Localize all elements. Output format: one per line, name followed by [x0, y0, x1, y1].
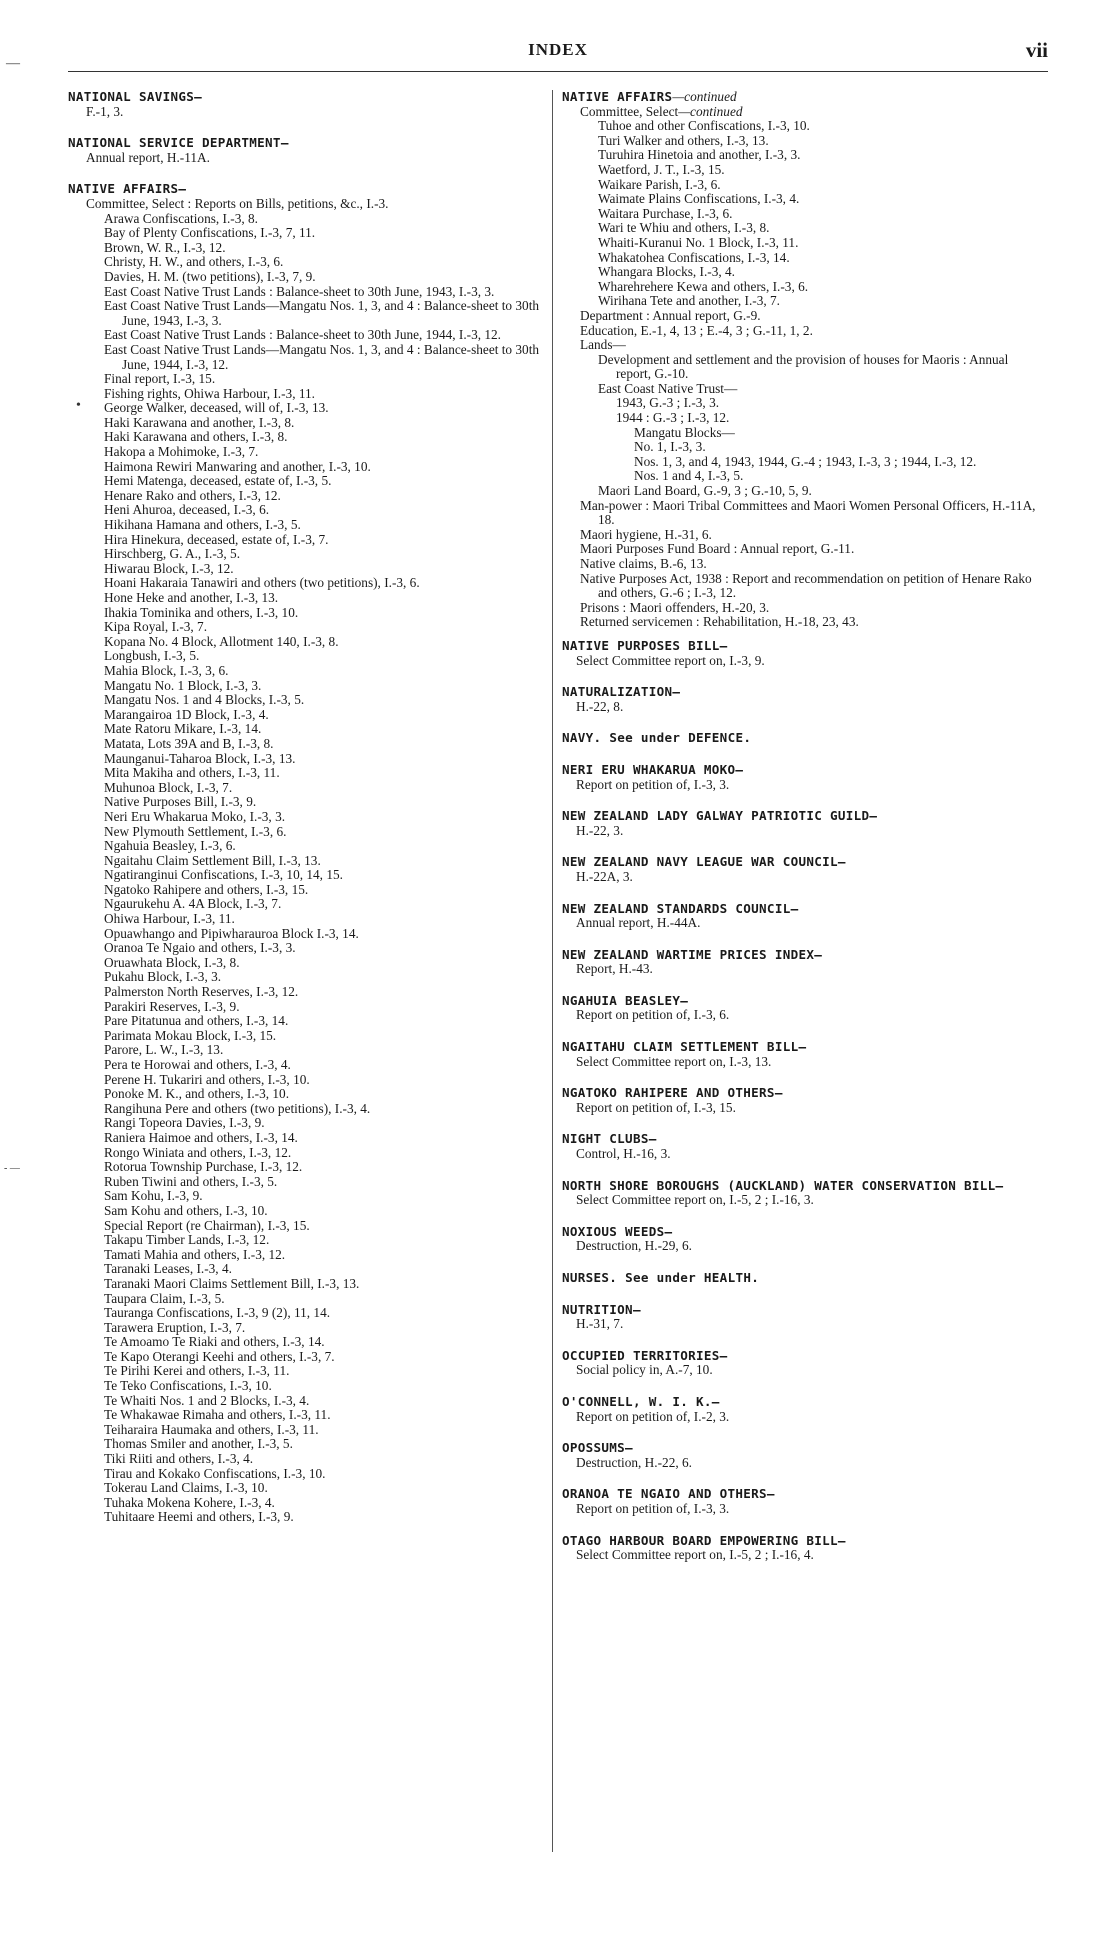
heading-text: NEW ZEALAND LADY GALWAY PATRIOTIC GUILD—: [562, 808, 878, 824]
list-item: Hone Heke and another, I.-3, 13.: [104, 590, 279, 605]
entry-line: Report on petition of, I.-3, 3.: [576, 1500, 730, 1516]
heading-text: NATIVE PURPOSES BILL—: [562, 637, 728, 653]
list-item: Rotorua Township Purchase, I.-3, 12.: [104, 1159, 303, 1175]
heading-text: NIGHT CLUBS—: [562, 1131, 657, 1147]
entry-line: Report on petition of, I.-3, 6.: [576, 1007, 730, 1023]
see-under-label: See under: [609, 730, 681, 746]
list-item: East Coast Native Trust Lands—Mangatu Nos. 1, 3, and 4 : Balance-sheet to 30th June, 1944, I.-3, 12.: [104, 341, 540, 372]
list-item: Longbush, I.-3, 5.: [104, 648, 200, 664]
list-item: George Walker, deceased, will of, I.-3, 13.: [104, 400, 329, 416]
list-item: Raniera Haimoe and others, I.-3, 14.: [104, 1129, 298, 1145]
heading-text: OPOSSUMS—: [562, 1440, 633, 1456]
list-item: Haki Karawana and another, I.-3, 8.: [104, 414, 295, 430]
entry-heading: [562, 763, 1040, 778]
list-item: Taupara Claim, I.-3, 5.: [104, 1290, 225, 1306]
list-item: Davies, H. M. (two petitions), I.-3, 7, 9.: [104, 268, 316, 284]
list-item: Opuawhango and Pipiwharauroa Block I.-3, 14.: [104, 925, 359, 941]
list-item: Ngatoko Rahipere and others, I.-3, 15.: [104, 881, 309, 897]
page-header: [68, 38, 1048, 66]
page-title: INDEX: [528, 40, 588, 59]
entry-heading: [562, 948, 1040, 963]
list-item: Ngaurukehu A. 4A Block, I.-3, 7.: [104, 896, 282, 912]
list-item: Te Amoamo Te Riaki and others, I.-3, 14.: [104, 1334, 325, 1350]
native-affairs-continued-list: [562, 119, 1040, 309]
index-entry: [562, 685, 1040, 714]
list-item: Bay of Plenty Confiscations, I.-3, 7, 11.: [104, 225, 316, 241]
entry-heading: [562, 1086, 1040, 1101]
list-item: Heni Ahuroa, deceased, I.-3, 6.: [104, 502, 270, 518]
entry-line: Report, H.-43.: [576, 961, 653, 977]
continued-label: —continued: [678, 103, 743, 119]
list-item: Tuhitaare Heemi and others, I.-3, 9.: [104, 1509, 294, 1525]
list-item: Ihakia Tominika and others, I.-3, 10.: [104, 604, 299, 620]
entry-heading: [562, 1179, 1040, 1194]
list-item: Mahia Block, I.-3, 3, 6.: [104, 662, 229, 678]
index-entry: [562, 1441, 1040, 1470]
index-entry: [562, 1271, 1040, 1286]
entry-heading: [562, 1303, 1040, 1318]
entry-line: Destruction, H.-29, 6.: [576, 1238, 692, 1254]
heading-text: NGAHUIA BEASLEY—: [562, 992, 689, 1008]
list-item: Pera te Horowai and others, I.-3, 4.: [104, 1057, 291, 1072]
margin-small-mark: - —: [4, 1163, 20, 1174]
index-entry: [562, 763, 1040, 792]
education-line: Education, E.-1, 4, 13 ; E.-4, 3 ; G.-11, 1, 2.: [580, 322, 813, 338]
index-entry: [562, 809, 1040, 838]
east-coast-trust-line: East Coast Native Trust—: [598, 380, 738, 396]
list-item: Oruawhata Block, I.-3, 8.: [104, 954, 240, 970]
heading-text: O'CONNELL, W. I. K.—: [562, 1393, 720, 1409]
entry-heading: [562, 1132, 1040, 1147]
list-item: Waetford, J. T., I.-3, 15.: [598, 161, 725, 177]
see-under-label: See under: [625, 1270, 697, 1285]
heading-text: NATIVE AFFAIRS: [562, 89, 673, 104]
list-item: Matata, Lots 39A and B, I.-3, 8.: [104, 735, 274, 751]
entry-line: Destruction, H.-22, 6.: [576, 1454, 692, 1470]
entry-heading: [562, 994, 1040, 1009]
entry-heading: NATIONAL SAVINGS—: [68, 89, 202, 104]
list-item: Tarawera Eruption, I.-3, 7.: [104, 1319, 246, 1335]
list-item: Hiwarau Block, I.-3, 12.: [104, 560, 234, 576]
list-item: Wirihana Tete and another, I.-3, 7.: [598, 293, 780, 309]
entry-line: Select Committee report on, I.-5, 2 ; I.-16, 3.: [576, 1192, 814, 1208]
list-item: Hirschberg, G. A., I.-3, 5.: [104, 546, 241, 562]
list-item: Sam Kohu and others, I.-3, 10.: [104, 1202, 268, 1218]
entry-line: H.-22, 3.: [576, 822, 624, 838]
heading-text: NERI ERU WHAKARUA MOKO—: [562, 761, 744, 777]
entry-line: Select Committee report on, I.-5, 2 ; I.-16, 4.: [576, 1547, 814, 1563]
index-entry: [562, 1132, 1040, 1161]
list-item: Parakiri Reserves, I.-3, 9.: [104, 998, 240, 1014]
maori-land-board-line: Maori Land Board, G.-9, 3 ; G.-10, 5, 9.: [598, 483, 812, 499]
mangatu-no1-line: No. 1, I.-3, 3.: [634, 439, 706, 455]
entry-line: F.-1, 3.: [86, 103, 124, 119]
manpower-line: Man-power : Maori Tribal Committees and Maori Women Personal Officers, H.-11A, 18.: [580, 497, 1036, 528]
maori-purposes-fund-line: Maori Purposes Fund Board : Annual report, G.-11.: [580, 541, 855, 557]
list-item: East Coast Native Trust Lands—Mangatu Nos. 1, 3, and 4 : Balance-sheet to 30th June, 1943, I.-3, 3.: [104, 298, 540, 328]
entry-heading: [562, 731, 1040, 746]
returned-servicemen-line: Returned servicemen : Rehabilitation, H.-18, 23, 43.: [580, 614, 859, 630]
left-column: [68, 90, 546, 1542]
list-item: Ohiwa Harbour, I.-3, 11.: [104, 911, 235, 927]
list-item: Te Pirihi Kerei and others, I.-3, 11.: [104, 1363, 290, 1379]
list-item: Neri Eru Whakarua Moko, I.-3, 3.: [104, 808, 286, 824]
list-item: Brown, W. R., I.-3, 12.: [104, 239, 226, 255]
list-item: Arawa Confiscations, I.-3, 8.: [104, 210, 258, 226]
list-item: Ponoke M. K., and others, I.-3, 10.: [104, 1086, 290, 1102]
list-item: Turi Walker and others, I.-3, 13.: [598, 132, 769, 148]
index-entry: [562, 731, 1040, 746]
index-entry: [562, 1225, 1040, 1254]
list-item: Wharehrehere Kewa and others, I.-3, 6.: [598, 278, 809, 294]
heading-text: NGAITAHU CLAIM SETTLEMENT BILL—: [562, 1039, 807, 1055]
entry-heading: [562, 1487, 1040, 1502]
list-item: Henare Rako and others, I.-3, 12.: [104, 487, 281, 503]
entry-heading: [562, 639, 1040, 654]
list-item: Ngaitahu Claim Settlement Bill, I.-3, 13.: [104, 852, 321, 868]
list-item: Waitara Purchase, I.-3, 6.: [598, 205, 733, 221]
list-item: Maunganui-Taharoa Block, I.-3, 13.: [104, 750, 296, 766]
entry-line: Social policy in, A.-7, 10.: [576, 1362, 713, 1378]
list-item: Ngatiranginui Confiscations, I.-3, 10, 14, 15.: [104, 867, 343, 883]
entry-heading: [562, 1040, 1040, 1055]
list-item: Tauranga Confiscations, I.-3, 9 (2), 11, 14.: [104, 1305, 331, 1321]
entry-heading: [562, 855, 1040, 870]
header-rule: [68, 71, 1048, 72]
list-item: Special Report (re Chairman), I.-3, 15.: [104, 1217, 310, 1233]
entry-national-savings: [68, 90, 546, 119]
entry-heading: [562, 1225, 1040, 1240]
right-entry-list: [562, 639, 1040, 1563]
entry-heading: NATIVE AFFAIRS—: [68, 181, 187, 197]
list-item: Tamati Mahia and others, I.-3, 12.: [104, 1246, 286, 1262]
entry-line: H.-31, 7.: [576, 1316, 624, 1332]
list-item: Takapu Timber Lands, I.-3, 12.: [104, 1232, 270, 1248]
index-entry: [562, 1086, 1040, 1115]
list-item: Muhunoa Block, I.-3, 7.: [104, 779, 233, 795]
list-item: Whangara Blocks, I.-3, 4.: [598, 264, 735, 280]
committee-line: Committee, Select : Reports on Bills, petitions, &c., I.-3.: [86, 195, 389, 211]
heading-text: NGATOKO RAHIPERE AND OTHERS—: [562, 1085, 783, 1101]
list-item: Turuhira Hinetoia and another, I.-3, 3.: [598, 147, 801, 163]
list-item: Te Teko Confiscations, I.-3, 10.: [104, 1378, 272, 1394]
entry-line: Select Committee report on, I.-3, 9.: [576, 652, 765, 668]
heading-text: NEW ZEALAND NAVY LEAGUE WAR COUNCIL—: [562, 854, 846, 870]
mangatu-nos134-line: Nos. 1, 3, and 4, 1943, 1944, G.-4 ; 1943, I.-3, 3 ; 1944, I.-3, 12.: [634, 453, 977, 469]
east-coast-1944-line: 1944 : G.-3 ; I.-3, 12.: [616, 410, 730, 426]
entry-heading: [562, 1271, 1040, 1286]
lands-development-line: Development and settlement and the provision of houses for Maoris : Annual report, G.-10.: [598, 351, 1009, 382]
list-item: Te Kapo Oterangi Keehi and others, I.-3, 7.: [104, 1348, 335, 1364]
entry-line: Report on petition of, I.-3, 3.: [576, 776, 730, 792]
list-item: Teiharaira Haumaka and others, I.-3, 11.: [104, 1421, 319, 1437]
list-item: Marangairoa 1D Block, I.-3, 4.: [104, 706, 269, 722]
list-item: Kopana No. 4 Block, Allotment 140, I.-3, 8.: [104, 633, 339, 649]
heading-text: NORTH SHORE BOROUGHS (AUCKLAND) WATER CONSERVATION BILL—: [562, 1177, 1004, 1193]
heading-text: OCCUPIED TERRITORIES—: [562, 1347, 728, 1363]
index-entry: [562, 1040, 1040, 1069]
entry-line: H.-22, 8.: [576, 698, 624, 714]
list-item: Perene H. Tukariri and others, I.-3, 10.: [104, 1071, 310, 1087]
list-item: Native Purposes Bill, I.-3, 9.: [104, 794, 257, 810]
list-item: Mangatu No. 1 Block, I.-3, 3.: [104, 677, 262, 693]
index-entry: [562, 1487, 1040, 1516]
native-claims-line: Native claims, B.-6, 13.: [580, 556, 707, 571]
list-item: Mita Makiha and others, I.-3, 11.: [104, 765, 280, 781]
list-item: Mate Ratoru Mikare, I.-3, 14.: [104, 721, 262, 737]
entry-heading: [562, 809, 1040, 824]
right-column: [562, 90, 1040, 1580]
list-item: Haimona Rewiri Manwaring and another, I.-3, 10.: [104, 458, 371, 474]
cross-reference-target: HEALTH.: [703, 1270, 760, 1285]
index-entry: [562, 855, 1040, 884]
index-entry: [562, 1534, 1040, 1563]
entry-line: Report on petition of, I.-2, 3.: [576, 1408, 730, 1424]
cross-reference-target: DEFENCE.: [688, 730, 752, 746]
committee-text: Committee, Select: [580, 103, 679, 119]
list-item: Christy, H. W., and others, I.-3, 6.: [104, 254, 284, 270]
lands-line: Lands—: [580, 337, 626, 353]
entry-native-affairs: [68, 182, 546, 1525]
list-item: Oranoa Te Ngaio and others, I.-3, 3.: [104, 940, 296, 956]
heading-text: NURSES.: [562, 1270, 618, 1285]
list-item: Parore, L. W., I.-3, 13.: [104, 1042, 224, 1058]
list-item: Hoani Hakaraia Tanawiri and others (two petitions), I.-3, 6.: [104, 575, 420, 591]
list-item: Whakatohea Confiscations, I.-3, 14.: [598, 249, 790, 265]
index-entry: [562, 902, 1040, 931]
list-item: Haki Karawana and others, I.-3, 8.: [104, 429, 288, 445]
list-item: Parimata Mokau Block, I.-3, 15.: [104, 1027, 277, 1043]
prisons-line: Prisons : Maori offenders, H.-20, 3.: [580, 599, 770, 615]
list-item: Pare Pitatunua and others, I.-3, 14.: [104, 1013, 289, 1029]
list-item: East Coast Native Trust Lands : Balance-sheet to 30th June, 1943, I.-3, 3.: [104, 283, 495, 299]
list-item: Hakopa a Mohimoke, I.-3, 7.: [104, 444, 259, 460]
entry-line: Annual report, H.-44A.: [576, 915, 701, 931]
list-item: Final report, I.-3, 15.: [104, 371, 216, 387]
list-item: Te Whaiti Nos. 1 and 2 Blocks, I.-3, 4.: [104, 1392, 310, 1408]
native-affairs-entry-list: [68, 212, 546, 1525]
list-item: Pukahu Block, I.-3, 3.: [104, 969, 222, 985]
list-item: New Plymouth Settlement, I.-3, 6.: [104, 823, 287, 839]
entry-heading: [562, 1395, 1040, 1410]
entry-heading: [562, 685, 1040, 700]
list-item: Tirau and Kokako Confiscations, I.-3, 10.: [104, 1465, 326, 1481]
list-item: Rangi Topeora Davies, I.-3, 9.: [104, 1115, 265, 1131]
list-item: Rangihuna Pere and others (two petitions), I.-3, 4.: [104, 1100, 371, 1116]
list-item: Wari te Whiu and others, I.-3, 8.: [598, 220, 770, 236]
entry-heading: [562, 1534, 1040, 1549]
list-item: Thomas Smiler and another, I.-3, 5.: [104, 1436, 293, 1452]
list-item: East Coast Native Trust Lands : Balance-sheet to 30th June, 1944, I.-3, 12.: [104, 327, 502, 343]
heading-text: OTAGO HARBOUR BOARD EMPOWERING BILL—: [562, 1532, 846, 1548]
index-entry: [562, 994, 1040, 1023]
department-line: Department : Annual report, G.-9.: [580, 307, 761, 323]
list-item: Rongo Winiata and others, I.-3, 12.: [104, 1144, 292, 1160]
index-entry: [562, 639, 1040, 668]
mangatu-blocks-line: Mangatu Blocks—: [634, 424, 735, 440]
index-entry: [562, 1179, 1040, 1208]
entry-line: Report on petition of, I.-3, 15.: [576, 1099, 736, 1115]
list-item: Ngahuia Beasley, I.-3, 6.: [104, 838, 236, 854]
maori-hygiene-line: Maori hygiene, H.-31, 6.: [580, 526, 712, 542]
continued-label: —continued: [672, 89, 737, 104]
entry-line: Select Committee report on, I.-3, 13.: [576, 1053, 772, 1069]
entry-line: Annual report, H.-11A.: [86, 149, 210, 165]
list-item: Taranaki Leases, I.-3, 4.: [104, 1261, 232, 1277]
list-item: Whaiti-Kuranui No. 1 Block, I.-3, 11.: [598, 234, 799, 250]
index-entry: [562, 1349, 1040, 1378]
entry-heading: [562, 1441, 1040, 1456]
heading-text: NOXIOUS WEEDS—: [562, 1223, 673, 1239]
native-purposes-act-line: Native Purposes Act, 1938 : Report and recommendation on petition of Henare Rako and others, G.-6 ; I.-3, 12.: [580, 570, 1032, 601]
entry-heading: [562, 90, 1040, 105]
list-item: Hikihana Hamana and others, I.-3, 5.: [104, 517, 301, 533]
list-item: Tokerau Land Claims, I.-3, 10.: [104, 1480, 268, 1496]
list-item: Te Whakawae Rimaha and others, I.-3, 11.: [104, 1407, 331, 1423]
margin-bullet-mark: •: [76, 398, 81, 413]
list-item: Waimate Plains Confiscations, I.-3, 4.: [598, 191, 800, 207]
list-item: Fishing rights, Ohiwa Harbour, I.-3, 11.: [104, 385, 315, 401]
list-item: Tuhaka Mokena Kohere, I.-3, 4.: [104, 1494, 275, 1510]
entry-native-affairs-continued: [562, 90, 1040, 630]
list-item: Tiki Riiti and others, I.-3, 4.: [104, 1451, 254, 1467]
entry-heading: [562, 1349, 1040, 1364]
heading-text: NUTRITION—: [562, 1301, 641, 1317]
list-item: Hemi Matenga, deceased, estate of, I.-3, 5.: [104, 473, 332, 489]
index-entry: [562, 1395, 1040, 1424]
committee-line: [562, 105, 1040, 120]
east-coast-1943-line: 1943, G.-3 ; I.-3, 3.: [616, 395, 720, 411]
entry-line: Control, H.-16, 3.: [576, 1146, 671, 1162]
page-number: vii: [1025, 38, 1048, 62]
entry-heading: NATIONAL SERVICE DEPARTMENT—: [68, 135, 289, 151]
list-item: Tuhoe and other Confiscations, I.-3, 10.: [598, 118, 810, 134]
entry-line: H.-22A, 3.: [576, 868, 633, 884]
list-item: Mangatu Nos. 1 and 4 Blocks, I.-3, 5.: [104, 692, 305, 708]
heading-text: NAVY.: [562, 730, 602, 746]
list-item: Hira Hinekura, deceased, estate of, I.-3, 7.: [104, 531, 329, 547]
list-item: Sam Kohu, I.-3, 9.: [104, 1188, 203, 1204]
heading-text: NEW ZEALAND WARTIME PRICES INDEX—: [562, 946, 823, 962]
entry-national-service: [68, 136, 546, 165]
heading-text: ORANOA TE NGAIO AND OTHERS—: [562, 1486, 775, 1502]
index-entry: [562, 948, 1040, 977]
heading-text: NATURALIZATION—: [562, 684, 681, 700]
entry-heading: [562, 902, 1040, 917]
list-item: Waikare Parish, I.-3, 6.: [598, 176, 721, 192]
list-item: Ruben Tiwini and others, I.-3, 5.: [104, 1173, 278, 1189]
column-divider: [552, 90, 553, 1852]
index-entry: [562, 1303, 1040, 1332]
list-item: Taranaki Maori Claims Settlement Bill, I.-3, 13.: [104, 1275, 360, 1291]
mangatu-nos14-line: Nos. 1 and 4, I.-3, 5.: [634, 468, 744, 484]
list-item: Kipa Royal, I.-3, 7.: [104, 619, 208, 635]
margin-dash-mark: —: [6, 56, 20, 71]
heading-text: NEW ZEALAND STANDARDS COUNCIL—: [562, 900, 799, 916]
list-item: Palmerston North Reserves, I.-3, 12.: [104, 984, 299, 1000]
